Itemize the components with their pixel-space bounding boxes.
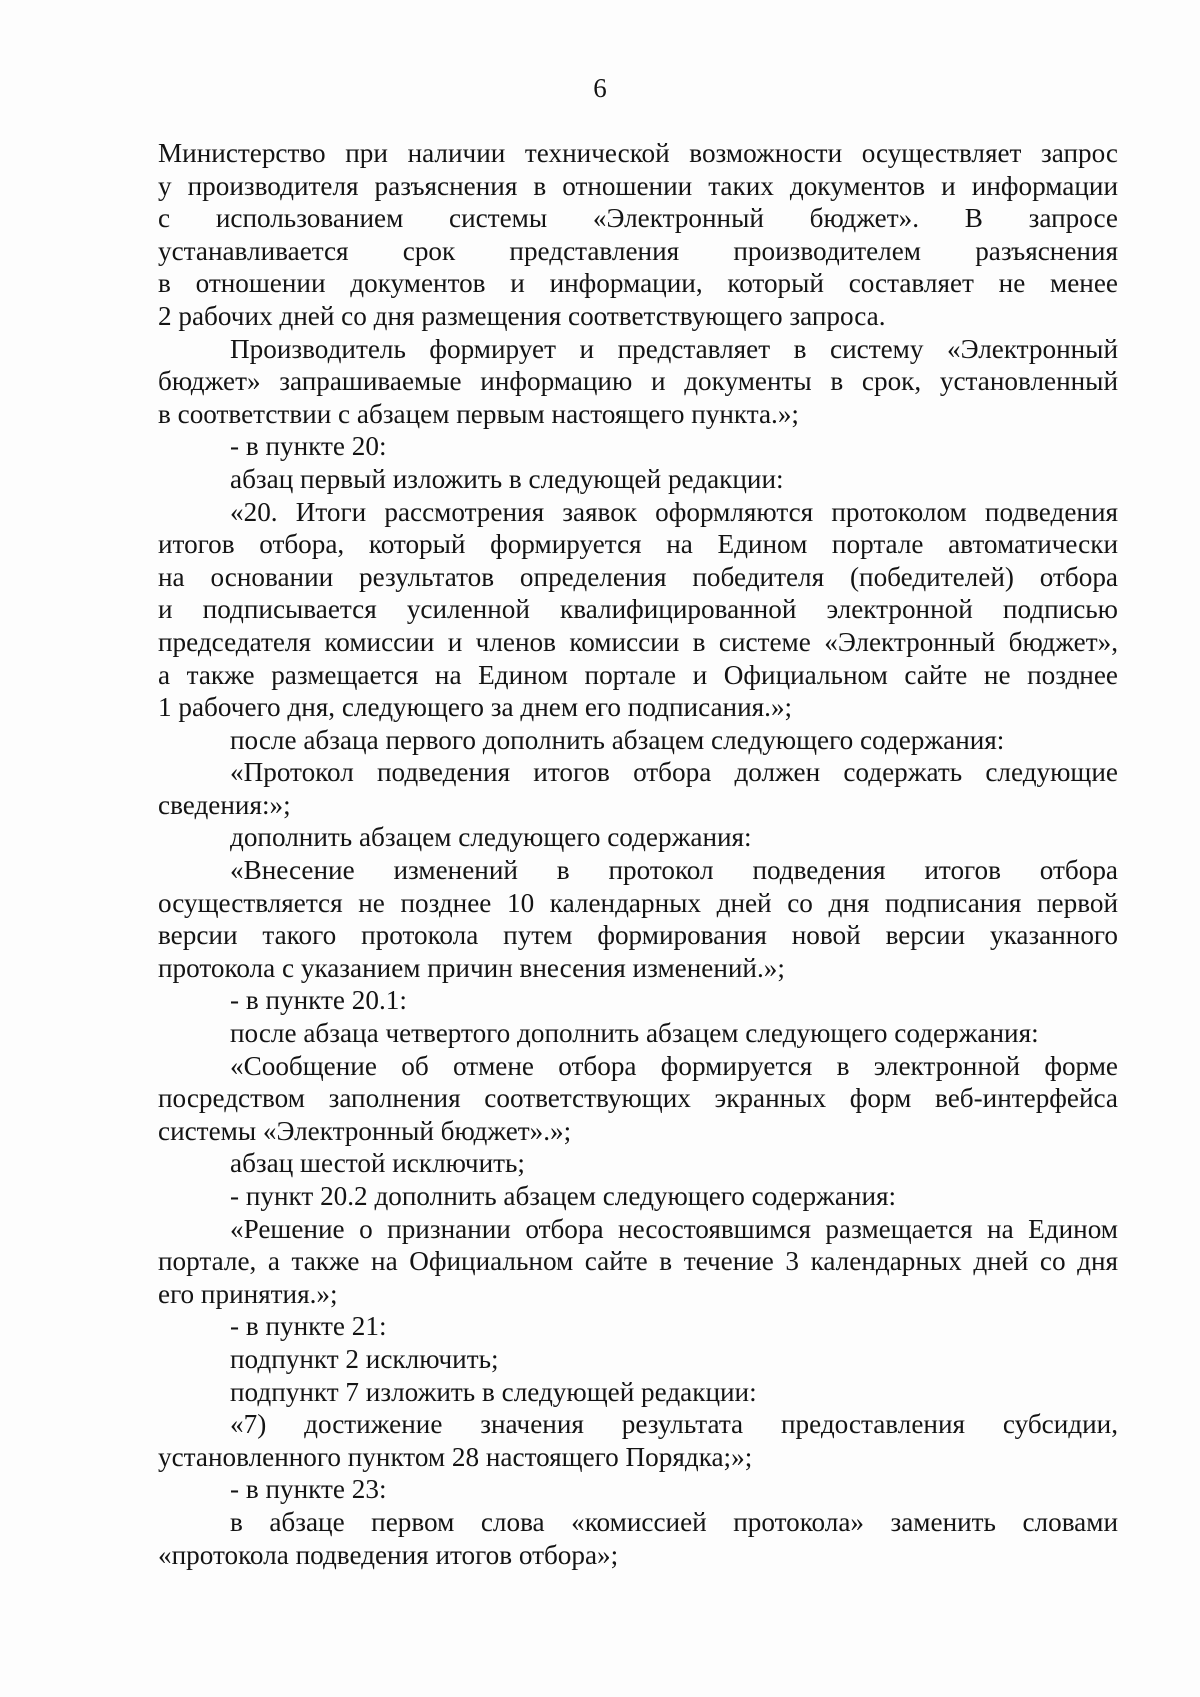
text-line: бюджет» запрашиваемые информацию и документы в срок, установленный (158, 366, 1118, 397)
text-line: - в пункте 21: (230, 1311, 387, 1342)
text-line: в абзаце первом слова «комиссией протокола» заменить словами (230, 1506, 1118, 1537)
text-line: председателя комиссии и членов комиссии в системе «Электронный бюджет», (158, 626, 1118, 657)
text-line: «Внесение изменений в протокол подведения итогов отбора (230, 855, 1118, 886)
text-line: сведения:»; (158, 789, 291, 820)
paragraph (158, 463, 1118, 496)
text-line: устанавливается срок представления производителем разъяснения (158, 235, 1118, 266)
paragraph (158, 821, 1118, 854)
text-line: Министерство при наличии технической возможности осуществляет запрос (158, 138, 1118, 168)
text-line: после абзаца четвертого дополнить абзацем следующего содержания: (230, 1018, 1039, 1049)
paragraph (158, 333, 1118, 431)
text-line: «20. Итоги рассмотрения заявок оформляются протоколом подведения (230, 496, 1118, 527)
text-line: - в пункте 20: (230, 431, 387, 462)
text-line: в отношении документов и информации, который составляет не менее (158, 268, 1118, 299)
text-line: в соответствии с абзацем первым настоящего пункта.»; (158, 398, 799, 429)
paragraph (158, 137, 1118, 333)
text-line: после абзаца первого дополнить абзацем следующего содержания: (230, 724, 1005, 755)
text-line: 1 рабочего дня, следующего за днем его подписания.»; (158, 692, 793, 723)
text-line: его принятия.»; (158, 1278, 338, 1309)
text-line: - в пункте 23: (230, 1474, 387, 1505)
document-body (158, 137, 1118, 1571)
text-line: абзац первый изложить в следующей редакции: (230, 463, 784, 494)
paragraph (158, 1050, 1118, 1148)
text-line: дополнить абзацем следующего содержания: (230, 822, 752, 853)
page-number: 6 (593, 73, 607, 103)
paragraph (158, 1213, 1118, 1311)
text-line: - пункт 20.2 дополнить абзацем следующего содержания: (230, 1181, 897, 1211)
text-line: протокола с указанием причин внесения изменений.»; (158, 952, 785, 983)
paragraph (158, 756, 1118, 821)
paragraph (158, 1147, 1118, 1180)
paragraph (158, 1473, 1118, 1506)
text-line: «Решение о признании отбора несостоявшимся размещается на Едином (230, 1213, 1118, 1244)
paragraph (158, 496, 1118, 724)
text-line: «Протокол подведения итогов отбора должен содержать следующие (230, 757, 1118, 788)
text-line: портале, а также на Официальном сайте в течение 3 календарных дней со дня (158, 1246, 1118, 1277)
text-line: итогов отбора, который формируется на Едином портале автоматически (158, 529, 1118, 560)
text-line: у производителя разъяснения в отношении таких документов и информации (158, 170, 1118, 201)
text-line: Производитель формирует и представляет в систему «Электронный (230, 333, 1118, 364)
paragraph (158, 1310, 1118, 1343)
paragraph (158, 1180, 1118, 1213)
text-line: посредством заполнения соответствующих экранных форм веб-интерфейса (158, 1083, 1118, 1114)
paragraph (158, 1376, 1118, 1409)
text-line: а также размещается на Едином портале и Официальном сайте не позднее (158, 659, 1118, 690)
paragraph (158, 984, 1118, 1017)
paragraph (158, 1506, 1118, 1571)
paragraph (158, 430, 1118, 463)
text-line: с использованием системы «Электронный бюджет». В запросе (158, 203, 1118, 234)
paragraph (158, 1343, 1118, 1376)
paragraph (158, 724, 1118, 757)
text-line: «7) достижение значения результата предоставления субсидии, (230, 1409, 1118, 1440)
text-line: осуществляется не позднее 10 календарных дней со дня подписания первой (158, 887, 1118, 918)
text-line: и подписывается усиленной квалифицированной электронной подписью (158, 594, 1118, 625)
paragraph (158, 1408, 1118, 1473)
text-line: 2 рабочих дней со дня размещения соответствующего запроса. (158, 300, 886, 331)
text-line: подпункт 7 изложить в следующей редакции: (230, 1376, 757, 1407)
text-line: версии такого протокола путем формирования новой версии указанного (158, 920, 1118, 951)
paragraph (158, 1017, 1118, 1050)
text-line: абзац шестой исключить; (230, 1148, 525, 1179)
text-line: - в пункте 20.1: (230, 985, 407, 1016)
text-line: подпункт 2 исключить; (230, 1343, 499, 1374)
text-line: установленного пунктом 28 настоящего Порядка;»; (158, 1441, 753, 1472)
text-line: «протокола подведения итогов отбора»; (158, 1539, 619, 1570)
text-line: «Сообщение об отмене отбора формируется в электронной форме (230, 1050, 1118, 1081)
text-line: системы «Электронный бюджет».»; (158, 1115, 572, 1146)
text-line: на основании результатов определения победителя (победителей) отбора (158, 561, 1118, 592)
paragraph (158, 854, 1118, 984)
